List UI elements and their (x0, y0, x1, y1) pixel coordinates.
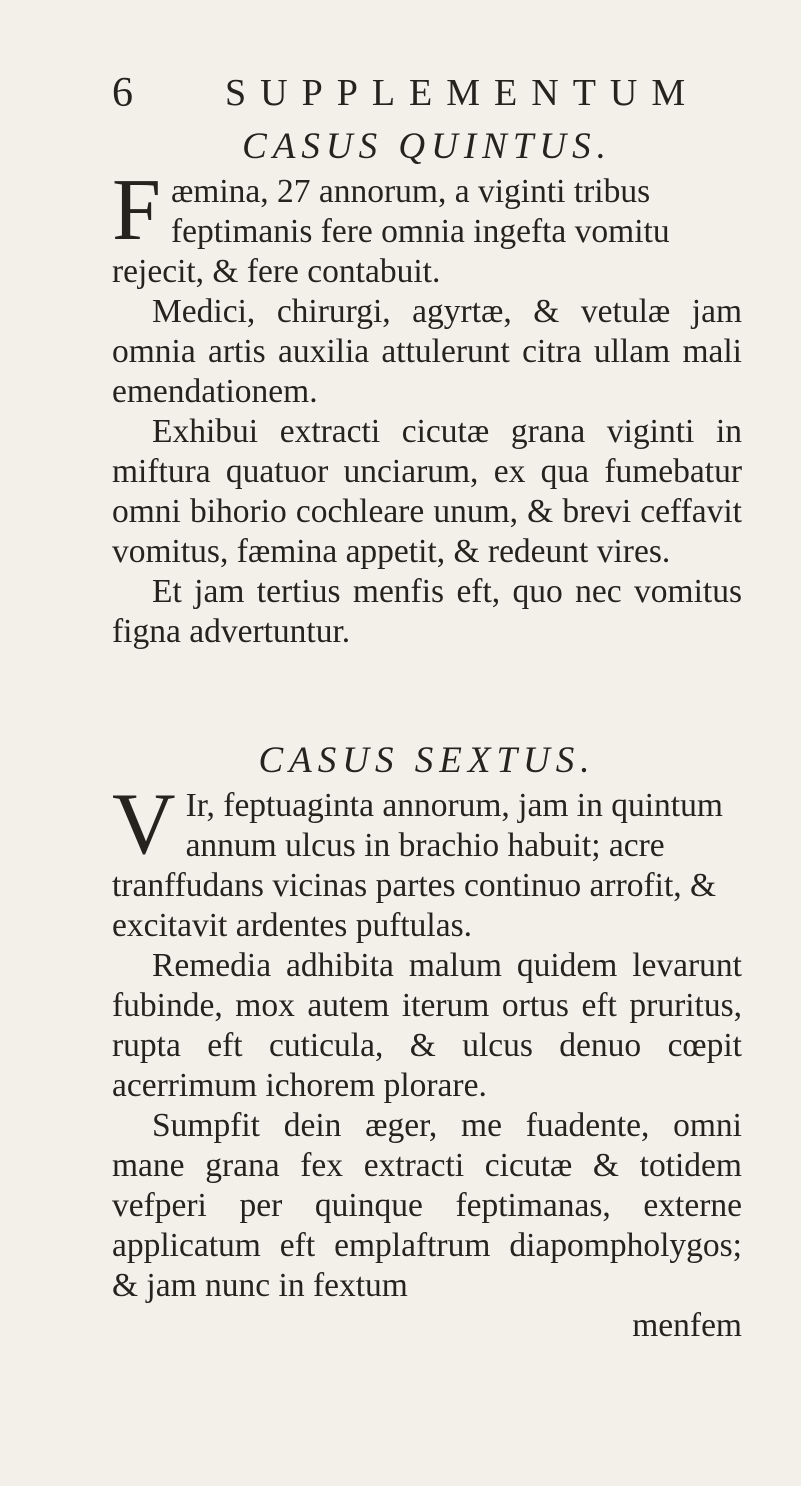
case-five-heading: CASUS QUINTUS. (242, 126, 612, 167)
case-six-paragraph-1 (112, 776, 742, 946)
running-head (112, 68, 742, 118)
case-six-section (112, 736, 742, 1346)
case-five-paragraph-1 (112, 162, 742, 292)
catchword: menfem (632, 1307, 742, 1344)
case-five-paragraph-4: Et jam tertius menfis eft, quo nec vomitus figna advertuntur. (112, 573, 742, 650)
drop-cap-f: F (112, 162, 161, 259)
running-title: SUPPLEMENTUM (225, 72, 700, 114)
case-six-heading: CASUS SEXTUS. (258, 740, 596, 781)
case-five-section (112, 122, 742, 652)
case-five-paragraph-3: Exhibui extracti cicutæ grana viginti in miftura quatuor unciarum, ex qua fumebatur omni bihorio cochleare unum, & brevi ceffavit vomitus, fæmina appetit, & redeunt vires. (112, 413, 742, 570)
case-six-paragraph-3: Sumpfit dein æger, me fuadente, omni mane grana fex extracti cicutæ & totidem vefperi per quinque feptimanas, externe applicatum eft emplaftrum diapompholygos; & jam nunc in fextum (112, 1107, 742, 1304)
page-number: 6 (112, 70, 133, 116)
case-six-paragraph-2: Remedia adhibita malum quidem levarunt fubinde, mox autem iterum ortus eft pruritus, rupta eft cuticula, & ulcus denuo cœpit acerrimum ichorem plorare. (112, 947, 742, 1104)
case-five-paragraph-2: Medici, chirurgi, agyrtæ, & vetulæ jam omnia artis auxilia attulerunt citra ullam mali emendationem. (112, 293, 742, 410)
case-six-paragraph-1-text: Ir, feptuaginta annorum, jam in quintum annum ulcus in brachio habuit; acre tranffudans vicinas partes continuo arrofit, & excitavit ardentes puftulas. (112, 787, 723, 944)
drop-cap-v: V (112, 776, 176, 873)
case-five-paragraph-1-text: æmina, 27 annorum, a viginti tribus feptimanis fere omnia ingefta vomitu rejecit, & fere contabuit. (112, 173, 670, 290)
